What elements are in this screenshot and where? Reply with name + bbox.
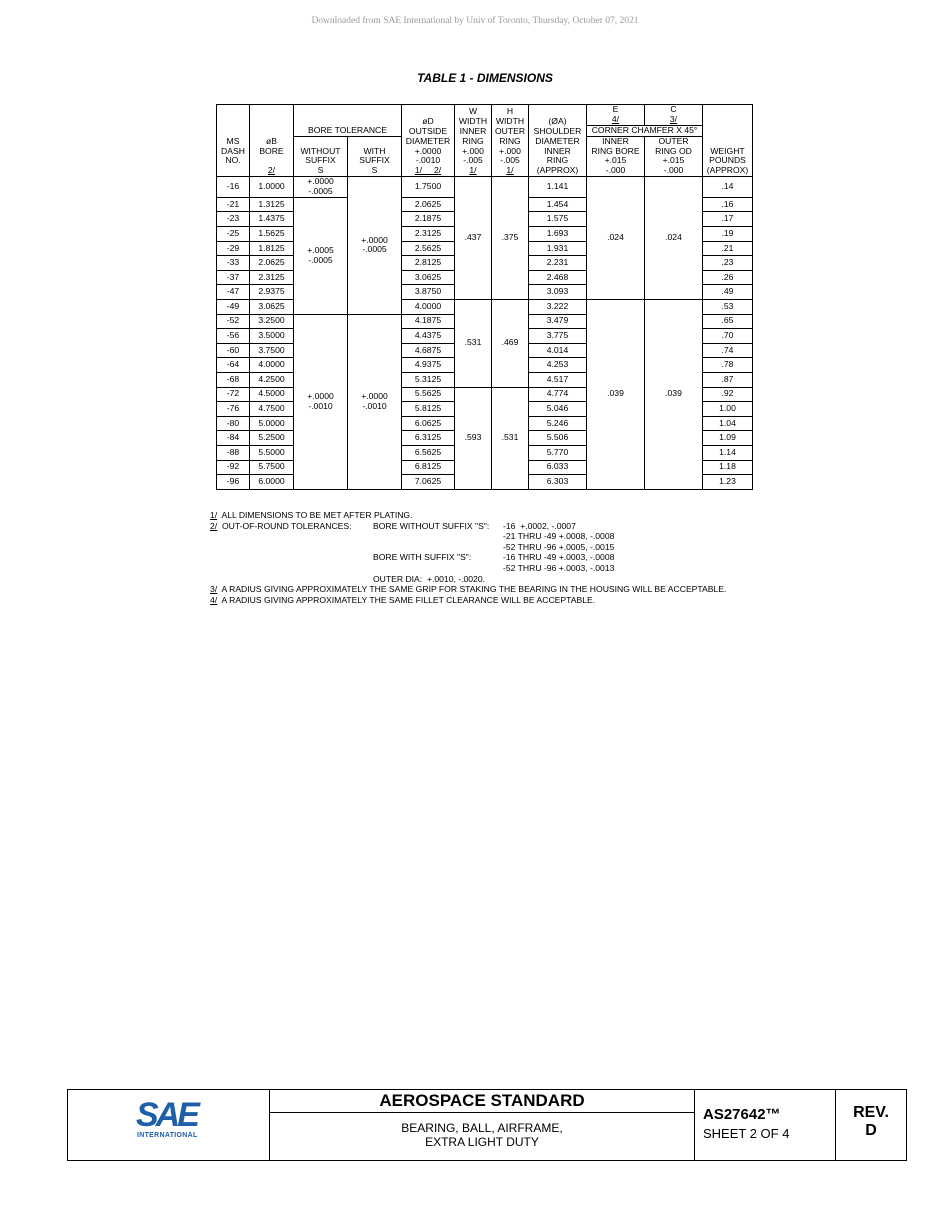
table-row: -72 4.5000 5.5625 .593 .531 4.774 .92 (217, 387, 753, 402)
header-h-width: H WIDTH OUTER RING +.000 -.005 1/ (492, 105, 529, 177)
table-row: -37 2.3125 3.0625 2.468 .26 (217, 270, 753, 285)
note-2-line: OUTER DIA: +.0010, -.0020. (373, 573, 486, 584)
note-3: 3/ A RADIUS GIVING APPROXIMATELY THE SAME GRIP FOR STAKING THE BEARING IN THE HOUSING WILL BE ACCEPTABLE. (210, 584, 727, 595)
table-row: -80 5.0000 6.0625 5.246 1.04 (217, 416, 753, 431)
table-row: -29 1.8125 2.5625 1.931 .21 (217, 241, 753, 256)
table-row: -68 4.2500 5.3125 4.517 .87 (217, 373, 753, 388)
outer-chamfer-group-b: .039 (645, 300, 703, 490)
without-suffix-tol: +.0000 -.0010 (294, 314, 348, 489)
header-inner-ring-bore: INNER RING BORE +.015 -.000 (587, 136, 645, 177)
note-2-line: BORE WITH SUFFIX "S": -16 THRU -49 +.0003, -.0008 (373, 552, 615, 563)
table-row: -52 3.2500 +.0000 -.0010 +.0000 -.0010 4.1875 3.479 .65 (217, 314, 753, 329)
w-width-group-b: .531 (455, 300, 492, 388)
download-watermark: Downloaded from SAE International by Univ of Toronto, Thursday, October 07, 2021 (311, 16, 639, 26)
header-outside-diameter: øD OUTSIDE DIAMETER +.0000 -.0010 1/ 2/ (402, 105, 455, 177)
title-block (67, 1089, 907, 1161)
header-w-width: W WIDTH INNER RING +.000 -.005 1/ (455, 105, 492, 177)
note-1: 1/ ALL DIMENSIONS TO BE MET AFTER PLATING. (210, 510, 413, 520)
document-number: AS27642™ (703, 1106, 781, 1123)
without-suffix-tol: +.0005 -.0005 (294, 197, 348, 314)
header-corner-chamfer: CORNER CHAMFER X 45° (587, 125, 703, 136)
revision: REV. D (853, 1104, 889, 1139)
header-ms-dash: MS DASH NO. (217, 105, 250, 177)
note-2: 2/ OUT-OF-ROUND TOLERANCES: BORE WITHOUT SUFFIX "S": -16 +.0002, -.0007 (210, 520, 576, 531)
table-row: -64 4.0000 4.9375 4.253 .78 (217, 358, 753, 373)
table-row: -92 5.7500 6.8125 6.033 1.18 (217, 460, 753, 475)
note-4: 4/ A RADIUS GIVING APPROXIMATELY THE SAME FILLET CLEARANCE WILL BE ACCEPTABLE. (210, 594, 596, 605)
header-e: E 4/ (587, 105, 645, 126)
table-row: -76 4.7500 5.8125 5.046 1.00 (217, 402, 753, 417)
sae-logo-mark: SAE (136, 1096, 197, 1134)
table-title: TABLE 1 - DIMENSIONS (417, 71, 553, 85)
note-2-line: -52 THRU -96 +.0005, -.0015 (503, 541, 615, 552)
dimensions-table (216, 104, 753, 490)
note-2-line: -52 THRU -96 +.0003, -.0013 (503, 562, 615, 573)
h-width-group-c: .531 (492, 387, 529, 489)
note-2-line: -21 THRU -49 +.0008, -.0008 (503, 531, 615, 542)
table-row: -47 2.9375 3.8750 3.093 .49 (217, 285, 753, 300)
w-width-group-a: .437 (455, 177, 492, 300)
table-row: -23 1.4375 2.1875 1.575 .17 (217, 212, 753, 227)
standard-type: AEROSPACE STANDARD (270, 1090, 694, 1113)
header-shoulder-diameter: (ØA) SHOULDER DIAMETER INNER RING (APPROX) (529, 105, 587, 177)
inner-chamfer-group-b: .039 (587, 300, 645, 490)
sae-logo-sub: INTERNATIONAL (137, 1132, 198, 1139)
header-with-suffix: WITH SUFFIX S (348, 136, 402, 177)
header-without-suffix: WITHOUT SUFFIX S (294, 136, 348, 177)
table-row: -60 3.7500 4.6875 4.014 .74 (217, 343, 753, 358)
table-row: -16 1.0000 +.0000 -.0005 +.0000 -.0005 1.7500 .437 .375 1.141 .024 .024 .14 (217, 177, 753, 198)
with-suffix-tol: +.0000 -.0010 (348, 314, 402, 489)
outer-chamfer-group-a: .024 (645, 177, 703, 300)
with-suffix-tol: +.0000 -.0005 (348, 177, 402, 315)
header-outer-ring-od: OUTER RING OD +.015 -.000 (645, 136, 703, 177)
sae-logo (68, 1090, 270, 1160)
header-c: C 3/ (645, 105, 703, 126)
table-notes (210, 510, 726, 605)
header-weight: WEIGHT POUNDS (APPROX) (703, 105, 753, 177)
sheet-number: SHEET 2 OF 4 (703, 1126, 790, 1141)
w-width-group-c: .593 (455, 387, 492, 489)
document-description: BEARING, BALL, AIRFRAME, EXTRA LIGHT DUTY (401, 1121, 563, 1149)
table-row: -56 3.5000 4.4375 3.775 .70 (217, 329, 753, 344)
h-width-group-b: .469 (492, 300, 529, 388)
h-width-group-a: .375 (492, 177, 529, 300)
table-row: -96 6.0000 7.0625 6.303 1.23 (217, 475, 753, 490)
table-row: -33 2.0625 2.8125 2.231 .23 (217, 256, 753, 271)
header-bore: øB BORE 2/ (250, 105, 294, 177)
table-row: -49 3.0625 4.0000 .531 .469 3.222 .039 .039 .53 (217, 300, 753, 315)
table-row: -25 1.5625 2.3125 1.693 .19 (217, 227, 753, 242)
without-suffix-tol: +.0000 -.0005 (294, 177, 348, 198)
table-row: -84 5.2500 6.3125 5.506 1.09 (217, 431, 753, 446)
inner-chamfer-group-a: .024 (587, 177, 645, 300)
header-bore-tolerance: BORE TOLERANCE (294, 105, 402, 137)
table-row: -21 1.3125 +.0005 -.0005 2.0625 1.454 .16 (217, 197, 753, 212)
table-row: -88 5.5000 6.5625 5.770 1.14 (217, 445, 753, 460)
